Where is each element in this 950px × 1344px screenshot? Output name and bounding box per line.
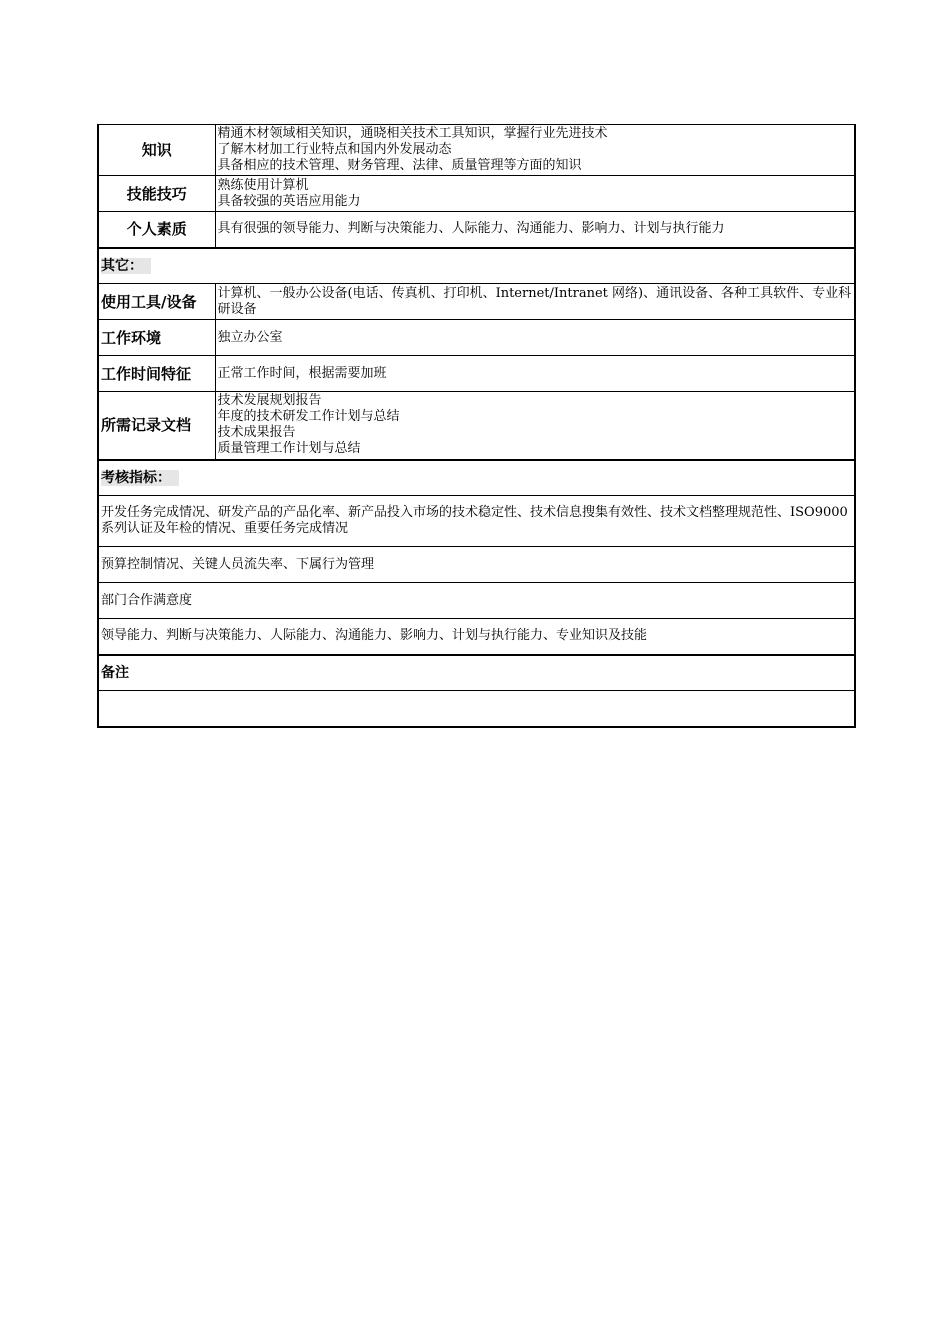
tools-value (215, 284, 855, 320)
personal-quality-row (98, 212, 855, 248)
tools-text: 计算机、一般办公设备(电话、传真机、打印机、Internet/Intranet 网络)、通讯设备、各种工具软件、专业科研设备 (217, 285, 852, 317)
assessment-item: 领导能力、判断与决策能力、人际能力、沟通能力、影响力、计划与执行能力、专业知识及技能 (98, 619, 855, 655)
documents-row (98, 392, 855, 460)
skills-line: 具备较强的英语应用能力 (217, 193, 361, 209)
tools-row (98, 284, 855, 320)
knowledge-line: 了解木材加工行业特点和国内外发展动态 (217, 142, 452, 157)
assessment-section-header-row (98, 460, 855, 496)
knowledge-label: 知识 (98, 125, 215, 176)
work-time-value: 正常工作时间，根据需要加班 (215, 356, 855, 392)
assessment-section-title-text: 考核指标： (101, 470, 179, 486)
personal-quality-line: 具有很强的领导能力、判断与决策能力、人际能力、沟通能力、影响力、计划与执行能力 (217, 221, 725, 237)
assessment-item: 部门合作满意度 (98, 583, 855, 619)
assessment-item (98, 496, 855, 547)
documents-line: 年度的技术研发工作计划与总结 (217, 409, 400, 425)
skills-value (215, 176, 855, 212)
remarks-title: 备注 (98, 655, 855, 691)
assessment-item: 预算控制情况、关键人员流失率、下属行为管理 (98, 547, 855, 583)
documents-label: 所需记录文档 (98, 392, 215, 460)
work-environment-label: 工作环境 (98, 320, 215, 356)
remarks-content-row (98, 691, 855, 727)
tools-label: 使用工具/设备 (98, 284, 215, 320)
assessment-item-text: 开发任务完成情况、研发产品的产品化率、新产品投入市场的技术稳定性、技术信息搜集有效性、技术文档整理规范性、ISO9000系列认证及年检的情况、重要任务完成情况 (101, 505, 848, 536)
assessment-row (98, 547, 855, 583)
knowledge-line: 精通木材领域相关知识，通晓相关技术工具知识，掌握行业先进技术 (217, 126, 608, 141)
personal-quality-label: 个人素质 (98, 212, 215, 248)
assessment-row (98, 619, 855, 655)
knowledge-row (98, 125, 855, 176)
other-section-title-text: 其它： (101, 258, 151, 274)
assessment-section-title (98, 460, 855, 496)
documents-line: 技术发展规划报告 (217, 393, 322, 409)
job-description-sheet (97, 124, 854, 728)
job-description-table (97, 124, 856, 728)
work-time-label: 工作时间特征 (98, 356, 215, 392)
personal-quality-value (215, 212, 855, 248)
knowledge-value (215, 125, 855, 176)
remarks-content (98, 691, 855, 727)
documents-line: 技术成果报告 (217, 425, 296, 441)
skills-label: 技能技巧 (98, 176, 215, 212)
other-section-title (98, 248, 855, 284)
skills-row (98, 176, 855, 212)
documents-value (215, 392, 855, 460)
other-section-header-row (98, 248, 855, 284)
assessment-row (98, 496, 855, 547)
skills-line: 熟练使用计算机 (217, 177, 309, 193)
remarks-header-row (98, 655, 855, 691)
assessment-row (98, 583, 855, 619)
documents-line: 质量管理工作计划与总结 (217, 441, 361, 457)
knowledge-line: 具备相应的技术管理、财务管理、法律、质量管理等方面的知识 (217, 158, 582, 173)
work-environment-value: 独立办公室 (215, 320, 855, 356)
work-environment-row (98, 320, 855, 356)
work-time-row (98, 356, 855, 392)
